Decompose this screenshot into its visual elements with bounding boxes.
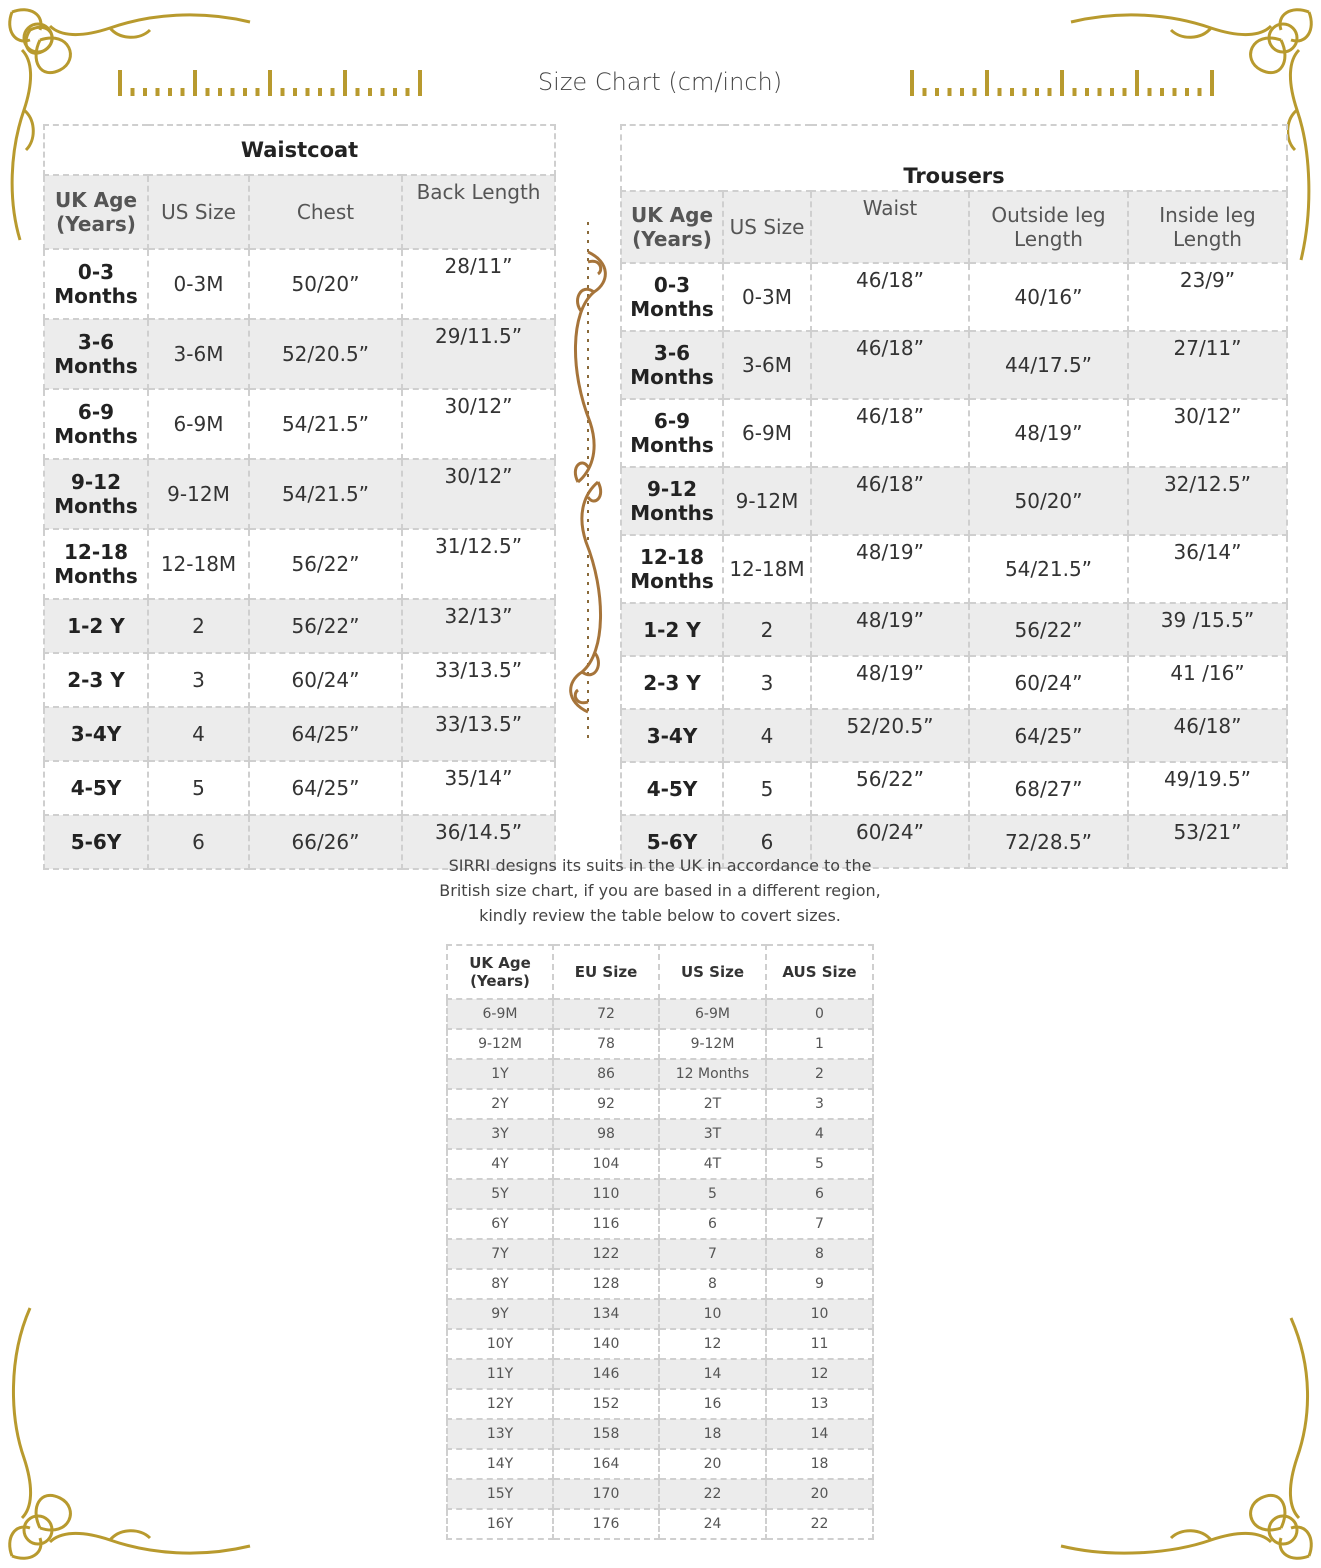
table-row — [447, 1359, 873, 1389]
table-cell: 60/24” — [249, 653, 402, 707]
table-row — [621, 399, 1287, 467]
table-cell: 7 — [659, 1239, 766, 1269]
table-cell: 11 — [766, 1329, 873, 1359]
table-row — [621, 331, 1287, 399]
waistcoat-column-header: Chest — [249, 175, 402, 249]
table-cell: 2Y — [447, 1089, 553, 1119]
table-cell: 46/18” — [811, 399, 969, 467]
table-cell: 2 — [723, 603, 811, 656]
table-cell: 104 — [553, 1149, 659, 1179]
table-cell: 12 Months — [659, 1059, 766, 1089]
table-cell: 12 — [659, 1329, 766, 1359]
table-cell: 54/21.5” — [249, 459, 402, 529]
table-row — [621, 656, 1287, 709]
table-cell: 9-12M — [659, 1029, 766, 1059]
divider-ornament — [560, 222, 616, 742]
table-cell: 30/12” — [402, 459, 555, 529]
conversion-column-header: US Size — [659, 945, 766, 999]
table-cell: 29/11.5” — [402, 319, 555, 389]
table-cell: 86 — [553, 1059, 659, 1089]
table-cell: 12-18 Months — [44, 529, 148, 599]
table-row — [621, 762, 1287, 815]
table-cell: 64/25” — [249, 761, 402, 815]
table-cell: 36/14” — [1128, 535, 1287, 603]
table-cell: 46/18” — [811, 331, 969, 399]
table-cell: 14 — [766, 1419, 873, 1449]
waistcoat-caption: Waistcoat — [44, 125, 555, 175]
ruler-ornament-left — [116, 66, 426, 100]
table-cell: 9 — [766, 1269, 873, 1299]
table-cell: 56/22” — [811, 762, 969, 815]
table-cell: 24 — [659, 1509, 766, 1539]
table-cell: 5Y — [447, 1179, 553, 1209]
table-cell: 12-18M — [723, 535, 811, 603]
table-cell: 48/19” — [811, 656, 969, 709]
table-cell: 12 — [766, 1359, 873, 1389]
table-cell: 48/19” — [811, 603, 969, 656]
table-cell: 30/12” — [402, 389, 555, 459]
region-note — [380, 853, 940, 928]
table-cell: 32/12.5” — [1128, 467, 1287, 535]
table-cell: 15Y — [447, 1479, 553, 1509]
table-cell: 146 — [553, 1359, 659, 1389]
table-cell: 64/25” — [969, 709, 1128, 762]
table-cell: 98 — [553, 1119, 659, 1149]
table-cell: 56/22” — [969, 603, 1128, 656]
table-cell: 12-18M — [148, 529, 249, 599]
table-cell: 46/18” — [1128, 709, 1287, 762]
table-row — [621, 603, 1287, 656]
table-cell: 52/20.5” — [811, 709, 969, 762]
conversion-header-row — [447, 945, 873, 999]
table-row — [621, 709, 1287, 762]
table-cell: 116 — [553, 1209, 659, 1239]
table-cell: 6-9M — [148, 389, 249, 459]
table-cell: 170 — [553, 1479, 659, 1509]
note-line: SIRRI designs its suits in the UK in accordance to the — [448, 856, 872, 875]
waistcoat-header-row — [44, 175, 555, 249]
waistcoat-column-header: UK Age (Years) — [44, 175, 148, 249]
table-cell: 4Y — [447, 1149, 553, 1179]
table-cell: 1-2 Y — [44, 599, 148, 653]
table-row — [44, 599, 555, 653]
table-cell: 1-2 Y — [621, 603, 723, 656]
table-cell: 9-12M — [723, 467, 811, 535]
table-cell: 27/11” — [1128, 331, 1287, 399]
table-cell: 4 — [766, 1119, 873, 1149]
table-cell: 3Y — [447, 1119, 553, 1149]
waistcoat-column-header: US Size — [148, 175, 249, 249]
table-cell: 54/21.5” — [249, 389, 402, 459]
trousers-column-header: US Size — [723, 191, 811, 263]
table-cell: 9-12M — [447, 1029, 553, 1059]
table-cell: 4-5Y — [621, 762, 723, 815]
size-conversion-table — [446, 944, 874, 1540]
table-cell: 158 — [553, 1419, 659, 1449]
table-cell: 28/11” — [402, 249, 555, 319]
table-cell: 2-3 Y — [44, 653, 148, 707]
table-cell: 9Y — [447, 1299, 553, 1329]
table-cell: 0-3 Months — [621, 263, 723, 331]
ruler-ornament-right — [908, 66, 1218, 100]
table-row — [44, 653, 555, 707]
table-cell: 16 — [659, 1389, 766, 1419]
table-row — [447, 1479, 873, 1509]
table-cell: 49/19.5” — [1128, 762, 1287, 815]
table-cell: 3 — [148, 653, 249, 707]
table-cell: 6-9M — [659, 999, 766, 1029]
table-cell: 3 — [766, 1089, 873, 1119]
page-title: Size Chart (cm/inch) — [537, 68, 783, 96]
table-cell: 6-9 Months — [621, 399, 723, 467]
table-cell: 3-6 Months — [621, 331, 723, 399]
table-cell: 10Y — [447, 1329, 553, 1359]
table-cell: 12-18 Months — [621, 535, 723, 603]
trousers-column-header: Inside leg Length — [1128, 191, 1287, 263]
table-cell: 11Y — [447, 1359, 553, 1389]
table-cell: 3-6 Months — [44, 319, 148, 389]
table-row — [447, 1269, 873, 1299]
table-cell: 52/20.5” — [249, 319, 402, 389]
table-cell: 3-6M — [148, 319, 249, 389]
table-cell: 46/18” — [811, 467, 969, 535]
table-row — [447, 1089, 873, 1119]
table-cell: 5-6Y — [44, 815, 148, 869]
trousers-column-header: UK Age (Years) — [621, 191, 723, 263]
table-cell: 54/21.5” — [969, 535, 1128, 603]
table-cell: 33/13.5” — [402, 707, 555, 761]
table-cell: 0-3M — [148, 249, 249, 319]
table-cell: 32/13” — [402, 599, 555, 653]
table-cell: 176 — [553, 1509, 659, 1539]
table-row — [621, 467, 1287, 535]
table-row — [44, 459, 555, 529]
table-cell: 10 — [659, 1299, 766, 1329]
table-cell: 6 — [766, 1179, 873, 1209]
table-row — [44, 249, 555, 319]
table-row — [44, 389, 555, 459]
table-cell: 134 — [553, 1299, 659, 1329]
table-cell: 3 — [723, 656, 811, 709]
table-cell: 78 — [553, 1029, 659, 1059]
table-row — [447, 1209, 873, 1239]
waistcoat-column-header: Back Length — [402, 175, 555, 249]
table-cell: 2T — [659, 1089, 766, 1119]
table-cell: 8 — [766, 1239, 873, 1269]
table-cell: 92 — [553, 1089, 659, 1119]
table-cell: 4 — [148, 707, 249, 761]
conversion-column-header: UK Age (Years) — [447, 945, 553, 999]
table-cell: 41 /16” — [1128, 656, 1287, 709]
table-row — [447, 1119, 873, 1149]
table-cell: 128 — [553, 1269, 659, 1299]
table-row — [447, 1449, 873, 1479]
trousers-column-header: Waist — [811, 191, 969, 263]
table-row — [447, 1149, 873, 1179]
trousers-caption: Trousers — [621, 125, 1287, 191]
note-line: kindly review the table below to covert sizes. — [479, 906, 841, 925]
table-cell: 4 — [723, 709, 811, 762]
conversion-column-header: AUS Size — [766, 945, 873, 999]
table-cell: 152 — [553, 1389, 659, 1419]
table-cell: 6-9M — [723, 399, 811, 467]
corner-ornament-bottom-left — [0, 1300, 260, 1568]
table-cell: 48/19” — [969, 399, 1128, 467]
note-line: British size chart, if you are based in a different region, — [439, 881, 881, 900]
table-cell: 60/24” — [811, 815, 969, 868]
table-cell: 46/18” — [811, 263, 969, 331]
table-cell: 66/26” — [249, 815, 402, 869]
table-cell: 5 — [148, 761, 249, 815]
table-cell: 16Y — [447, 1509, 553, 1539]
table-cell: 23/9” — [1128, 263, 1287, 331]
table-cell: 1 — [766, 1029, 873, 1059]
table-row — [621, 535, 1287, 603]
table-cell: 10 — [766, 1299, 873, 1329]
table-cell: 0 — [766, 999, 873, 1029]
table-row — [44, 319, 555, 389]
table-cell: 122 — [553, 1239, 659, 1269]
table-cell: 50/20” — [249, 249, 402, 319]
table-cell: 72 — [553, 999, 659, 1029]
table-cell: 0-3 Months — [44, 249, 148, 319]
table-cell: 20 — [766, 1479, 873, 1509]
table-cell: 50/20” — [969, 467, 1128, 535]
table-row — [447, 1419, 873, 1449]
table-cell: 40/16” — [969, 263, 1128, 331]
table-cell: 22 — [766, 1509, 873, 1539]
table-cell: 6 — [148, 815, 249, 869]
table-cell: 2 — [766, 1059, 873, 1089]
table-cell: 33/13.5” — [402, 653, 555, 707]
table-row — [447, 1509, 873, 1539]
table-cell: 3-6M — [723, 331, 811, 399]
table-cell: 4T — [659, 1149, 766, 1179]
table-cell: 110 — [553, 1179, 659, 1209]
table-cell: 6-9M — [447, 999, 553, 1029]
table-cell: 9-12 Months — [44, 459, 148, 529]
table-cell: 7 — [766, 1209, 873, 1239]
table-row — [621, 263, 1287, 331]
table-row — [447, 1029, 873, 1059]
table-row — [447, 1329, 873, 1359]
table-cell: 39 /15.5” — [1128, 603, 1287, 656]
table-cell: 5 — [723, 762, 811, 815]
table-cell: 6 — [659, 1209, 766, 1239]
table-cell: 164 — [553, 1449, 659, 1479]
table-cell: 6-9 Months — [44, 389, 148, 459]
table-cell: 2 — [148, 599, 249, 653]
table-cell: 30/12” — [1128, 399, 1287, 467]
table-row — [447, 1059, 873, 1089]
trousers-caption-row — [621, 125, 1287, 191]
table-cell: 72/28.5” — [969, 815, 1128, 868]
waistcoat-caption-row — [44, 125, 555, 175]
table-cell: 8 — [659, 1269, 766, 1299]
table-cell: 5 — [766, 1149, 873, 1179]
table-cell: 44/17.5” — [969, 331, 1128, 399]
table-cell: 13Y — [447, 1419, 553, 1449]
table-cell: 5 — [659, 1179, 766, 1209]
table-row — [44, 761, 555, 815]
table-row — [447, 1299, 873, 1329]
table-cell: 5-6Y — [621, 815, 723, 868]
table-cell: 35/14” — [402, 761, 555, 815]
table-row — [44, 707, 555, 761]
table-cell: 2-3 Y — [621, 656, 723, 709]
table-cell: 7Y — [447, 1239, 553, 1269]
table-cell: 0-3M — [723, 263, 811, 331]
table-cell: 8Y — [447, 1269, 553, 1299]
table-cell: 9-12M — [148, 459, 249, 529]
table-cell: 1Y — [447, 1059, 553, 1089]
trousers-header-row — [621, 191, 1287, 263]
table-cell: 6 — [723, 815, 811, 868]
trousers-table — [620, 124, 1288, 869]
table-cell: 14Y — [447, 1449, 553, 1479]
table-cell: 56/22” — [249, 529, 402, 599]
table-row — [447, 1389, 873, 1419]
table-cell: 18 — [766, 1449, 873, 1479]
table-row — [447, 1179, 873, 1209]
table-cell: 22 — [659, 1479, 766, 1509]
table-row — [44, 529, 555, 599]
table-cell: 36/14.5” — [402, 815, 555, 869]
table-cell: 60/24” — [969, 656, 1128, 709]
table-cell: 18 — [659, 1419, 766, 1449]
table-cell: 12Y — [447, 1389, 553, 1419]
table-cell: 14 — [659, 1359, 766, 1389]
corner-ornament-bottom-right — [1051, 1310, 1321, 1568]
table-cell: 56/22” — [249, 599, 402, 653]
table-row — [447, 1239, 873, 1269]
table-row — [447, 999, 873, 1029]
waistcoat-table — [43, 124, 556, 870]
table-cell: 48/19” — [811, 535, 969, 603]
table-cell: 53/21” — [1128, 815, 1287, 868]
trousers-column-header: Outside leg Length — [969, 191, 1128, 263]
table-cell: 3-4Y — [44, 707, 148, 761]
table-cell: 13 — [766, 1389, 873, 1419]
conversion-column-header: EU Size — [553, 945, 659, 999]
table-cell: 64/25” — [249, 707, 402, 761]
table-cell: 68/27” — [969, 762, 1128, 815]
table-cell: 140 — [553, 1329, 659, 1359]
table-cell: 6Y — [447, 1209, 553, 1239]
table-cell: 20 — [659, 1449, 766, 1479]
table-cell: 31/12.5” — [402, 529, 555, 599]
table-cell: 3-4Y — [621, 709, 723, 762]
table-cell: 3T — [659, 1119, 766, 1149]
table-cell: 9-12 Months — [621, 467, 723, 535]
table-cell: 4-5Y — [44, 761, 148, 815]
